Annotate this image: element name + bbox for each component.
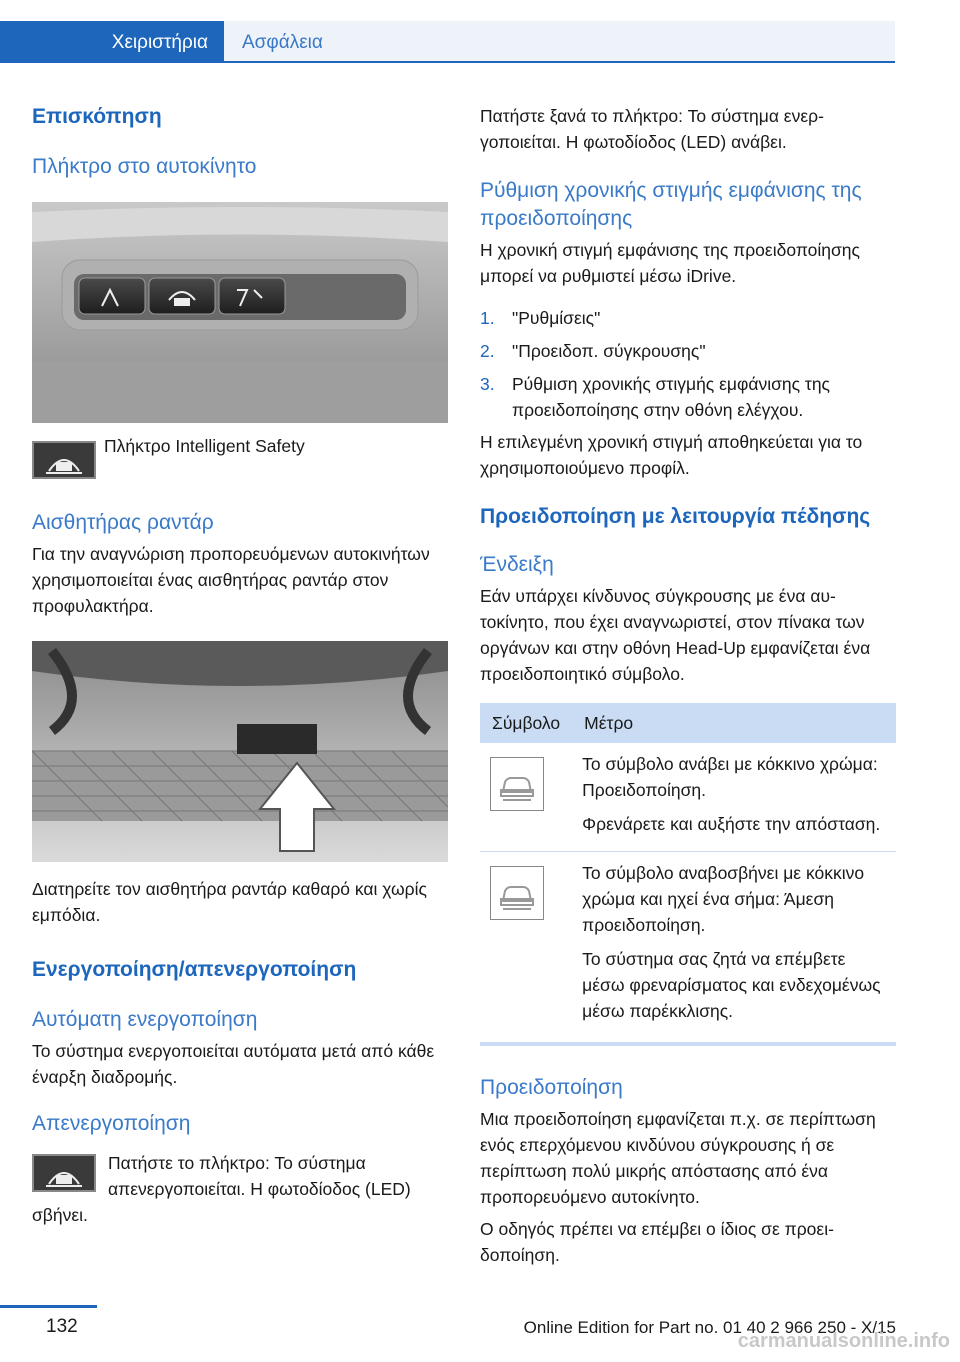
roof-console-illustration bbox=[32, 202, 448, 423]
deactivation-button-icon bbox=[32, 1154, 96, 1192]
text-radar-sensor: Για την αναγνώριση προπορευόμενων αυτοκινήτων χρησιμοποιείται ένας αισθητήρας ραντάρ στον προφυλακτήρα. bbox=[32, 544, 430, 616]
intelligent-safety-button-icon bbox=[32, 441, 96, 479]
footer-rule bbox=[0, 1305, 97, 1308]
watermark: carmanualsonline.info bbox=[737, 1330, 950, 1352]
text-indication: Εάν υπάρχει κίνδυνος σύγκρουσης με ένα αυτοκίνητο, που έχει αναγνωριστεί, στον πίνακα των οργάνων και στην οθόνη Head-Up εμφανίζεται ένα προειδοποιητικό σύμβολο. bbox=[480, 586, 871, 684]
text-row1-b: Φρενάρετε και αυξήστε την απόσταση. bbox=[582, 814, 881, 834]
car-flashing-warning-icon bbox=[490, 866, 544, 920]
text-keep-radar-clean: Διατηρείτε τον αισθητήρα ραντάρ καθαρό και χωρίς εμπόδια. bbox=[32, 879, 427, 925]
text-row2-a: Το σύμβολο αναβοσβήνει με κόκκινο χρώμα και ηχεί ένα σήμα: Άμεση προειδοποίηση. bbox=[582, 863, 865, 935]
heading-automatic-activation: Αυτόματη ενεργοποίηση bbox=[32, 1008, 258, 1031]
tab-controls[interactable]: Χειριστήρια bbox=[0, 21, 224, 62]
header-rule bbox=[0, 61, 895, 63]
page-number: 132 bbox=[46, 1316, 78, 1337]
list-item: 3. Ρύθμιση χρονικής στιγμής εμφάνισης της προειδοποίησης στην οθόνη ελέγχου. bbox=[480, 374, 830, 420]
text-driver-intervene: Ο οδηγός πρέπει να επέμβει ο ίδιος σε προειδοποίηση. bbox=[480, 1219, 834, 1265]
col-measure: Μέτρο bbox=[572, 703, 896, 743]
text-row2-b: Το σύστημα σας ζητά να επέμβετε μέσω φρεναρίσματος και ενδεχομένως μέσω παρέκκλισης. bbox=[582, 949, 881, 1021]
deactivation-block bbox=[32, 1150, 448, 1228]
left-column bbox=[32, 95, 448, 1228]
text-deactivation: Πατήστε το πλήκτρο: Το σύστημα απενεργοποιείται. Η φωτοδίοδος (LED) σβήνει. bbox=[32, 1153, 411, 1225]
caption-intelligent-safety: Πλήκτρο Intelligent Safety bbox=[104, 436, 305, 456]
list-item: 1. "Ρυθμίσεις" bbox=[480, 308, 601, 328]
table-bottom-rule bbox=[480, 1042, 896, 1046]
text-automatic-activation: Το σύστημα ενεργοποιείται αυτόματα μετά από κάθε έναρξη διαδρομής. bbox=[32, 1041, 435, 1087]
text-press-again: Πατήστε ξανά το πλήκτρο: Το σύστημα ενεργοποιείται. Η φωτοδίοδος (LED) ανάβει. bbox=[480, 106, 824, 152]
list-item: 2. "Προειδοπ. σύγκρουσης" bbox=[480, 341, 706, 361]
table-row bbox=[480, 743, 896, 852]
table-row bbox=[480, 852, 896, 1043]
steps-list bbox=[480, 305, 896, 423]
heading-warning: Προειδοποίηση bbox=[480, 1076, 623, 1099]
heading-button-in-car: Πλήκτρο στο αυτοκίνητο bbox=[32, 155, 257, 178]
col-symbol: Σύμβολο bbox=[480, 703, 572, 743]
edition-text: Online Edition for Part no. 01 40 2 966 250 - X/15 bbox=[523, 1318, 896, 1337]
bumper-radar-illustration bbox=[32, 641, 448, 862]
car-warning-icon bbox=[490, 757, 544, 811]
heading-radar-sensor: Αισθητήρας ραντάρ bbox=[32, 511, 214, 534]
header-bar bbox=[0, 0, 895, 62]
text-saved-profile: Η επιλεγμένη χρονική στιγμή αποθηκεύεται για το χρησιμοποιούμενο προφίλ. bbox=[480, 432, 863, 478]
heading-deactivation: Απενεργοποίηση bbox=[32, 1112, 191, 1135]
text-row1-a: Το σύμβολο ανάβει με κόκκινο χρώμα: Προειδοποίηση. bbox=[582, 754, 878, 800]
symbol-table bbox=[480, 703, 896, 1042]
heading-warning-braking: Προειδοποίηση με λειτουργία πέδησης bbox=[480, 505, 871, 528]
tab-safety[interactable]: Ασφάλεια bbox=[224, 21, 895, 62]
right-column bbox=[480, 95, 896, 1268]
heading-indication: Ένδειξη bbox=[480, 553, 554, 576]
button-caption-row bbox=[32, 436, 448, 487]
text-warning-timing: Η χρονική στιγμή εμφάνισης της προειδοποίησης μπορεί να ρυθμιστεί μέσω iDrive. bbox=[480, 240, 860, 286]
heading-overview: Επισκόπηση bbox=[32, 105, 162, 128]
heading-warning-timing: Ρύθμιση χρονικής στιγμής εμφάνισης της προειδοποίησης bbox=[480, 179, 862, 230]
text-warning: Μια προειδοποίηση εμφανίζεται π.χ. σε περίπτωση ενός επερχόμενου κινδύνου σύγκρουσης ή σε περίπτωση πολύ μικρής απόστασης από ένα προπορευόμενο αυτοκίνητο. bbox=[480, 1109, 876, 1207]
heading-activation: Ενεργοποίηση/απενεργοποίηση bbox=[32, 958, 357, 981]
photo-roof-buttons bbox=[32, 202, 448, 423]
photo-front-bumper bbox=[32, 641, 448, 862]
